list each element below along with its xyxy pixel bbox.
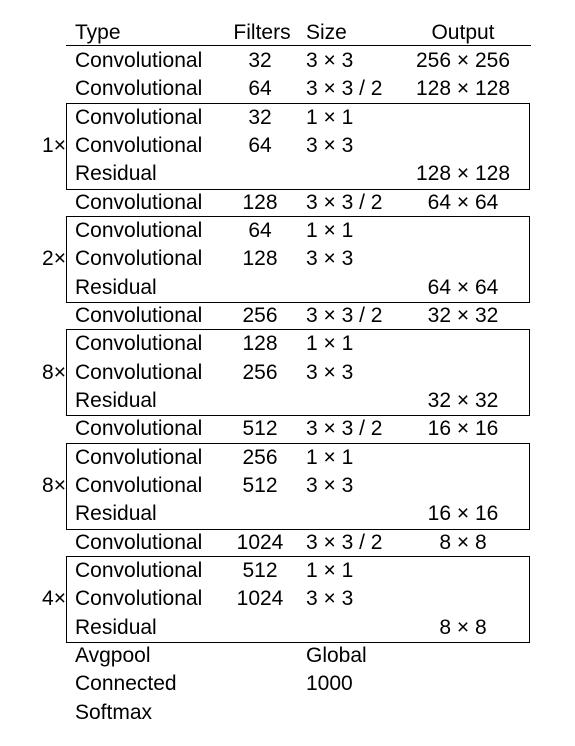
table-cell-size: 1000 [306,672,353,696]
table-cell-size: 3 × 3 [306,134,354,157]
table-cell-size: 1 × 1 [306,219,354,242]
residual-block-box [66,443,530,530]
table-cell-type: Connected [75,672,177,696]
table-cell-filters: 1024 [236,530,284,554]
block-multiplier: 2× [42,247,66,271]
table-cell-output: 8 × 8 [439,530,487,554]
table-cell-size: 3 × 3 [306,360,354,384]
table-cell-size: 1 × 1 [306,105,354,129]
table-cell-filters: 64 [248,219,272,242]
table-cell-output: 128 × 128 [415,162,510,186]
table-cell-type: Convolutional [75,190,203,214]
table-cell-filters: 128 [242,247,278,271]
residual-block-box [66,329,530,416]
table-cell-filters: 1024 [236,587,284,611]
table-cell-type: Convolutional [75,105,203,129]
table-cell-output: 16 × 16 [427,502,499,526]
table-cell-type: Convolutional [75,360,203,384]
table-cell-type: Convolutional [75,134,203,157]
table-cell-type: Convolutional [75,530,203,554]
table-cell-type: Avgpool [75,643,151,667]
table-cell-type: Convolutional [75,445,203,469]
table-cell-size: 3 × 3 / 2 [306,530,383,554]
table-cell-type: Convolutional [75,558,203,582]
table-cell-type: Convolutional [75,49,203,72]
residual-block-box [66,103,530,190]
header-size: Size [306,21,347,44]
table-cell-type: Softmax [75,700,153,724]
table-cell-filters: 128 [242,190,278,214]
table-cell-output: 64 × 64 [427,190,499,214]
table-cell-type: Convolutional [75,219,203,242]
header-rule [66,45,531,46]
table-cell-filters: 32 [248,49,272,72]
table-cell-size: 3 × 3 / 2 [306,304,383,327]
table-cell-size: 3 × 3 [306,587,354,611]
table-cell-type: Convolutional [75,473,203,497]
header-filters: Filters [233,21,291,44]
table-cell-type: Convolutional [75,332,203,356]
table-cell-output: 32 × 32 [427,304,499,327]
table-cell-size: 3 × 3 / 2 [306,417,383,441]
residual-block-box [66,216,530,303]
table-cell-type: Convolutional [75,304,203,327]
table-cell-output: 32 × 32 [427,389,499,412]
table-cell-output: 128 × 128 [415,77,510,101]
table-cell-filters: 32 [248,105,272,129]
table-cell-type: Convolutional [75,247,203,271]
block-multiplier: 4× [42,587,66,611]
header-output: Output [431,21,495,44]
table-cell-filters: 512 [242,558,278,582]
block-multiplier: 8× [42,473,66,497]
table-cell-filters: 64 [248,134,272,157]
table-cell-output: 8 × 8 [439,615,487,639]
table-cell-filters: 128 [242,332,278,356]
table-cell-size: 3 × 3 [306,247,354,271]
table-cell-output: 16 × 16 [427,417,499,441]
table-cell-size: 1 × 1 [306,445,354,469]
table-cell-type: Residual [75,615,157,639]
table-cell-filters: 64 [248,77,272,101]
table-cell-output: 256 × 256 [415,49,510,72]
table-cell-filters: 256 [242,304,278,327]
table-cell-filters: 256 [242,360,278,384]
table-cell-type: Residual [75,389,157,412]
table-cell-type: Residual [75,275,157,299]
table-cell-type: Convolutional [75,77,203,101]
table-cell-type: Residual [75,502,157,526]
table-cell-filters: 256 [242,445,278,469]
table-cell-size: 3 × 3 [306,49,354,72]
table-cell-output: 64 × 64 [427,275,499,299]
table-cell-size: 3 × 3 / 2 [306,190,383,214]
table-cell-type: Convolutional [75,587,203,611]
table-cell-filters: 512 [242,417,278,441]
table-cell-filters: 512 [242,473,278,497]
table-cell-size: 3 × 3 [306,473,354,497]
table-cell-type: Convolutional [75,417,203,441]
table-cell-size: 1 × 1 [306,558,354,582]
block-multiplier: 1× [42,134,66,157]
table-cell-size: Global [306,643,367,667]
table-cell-size: 3 × 3 / 2 [306,77,383,101]
block-multiplier: 8× [42,360,66,384]
table-cell-size: 1 × 1 [306,332,354,356]
residual-block-box [66,556,530,643]
header-type: Type [75,21,121,44]
table-cell-type: Residual [75,162,157,186]
